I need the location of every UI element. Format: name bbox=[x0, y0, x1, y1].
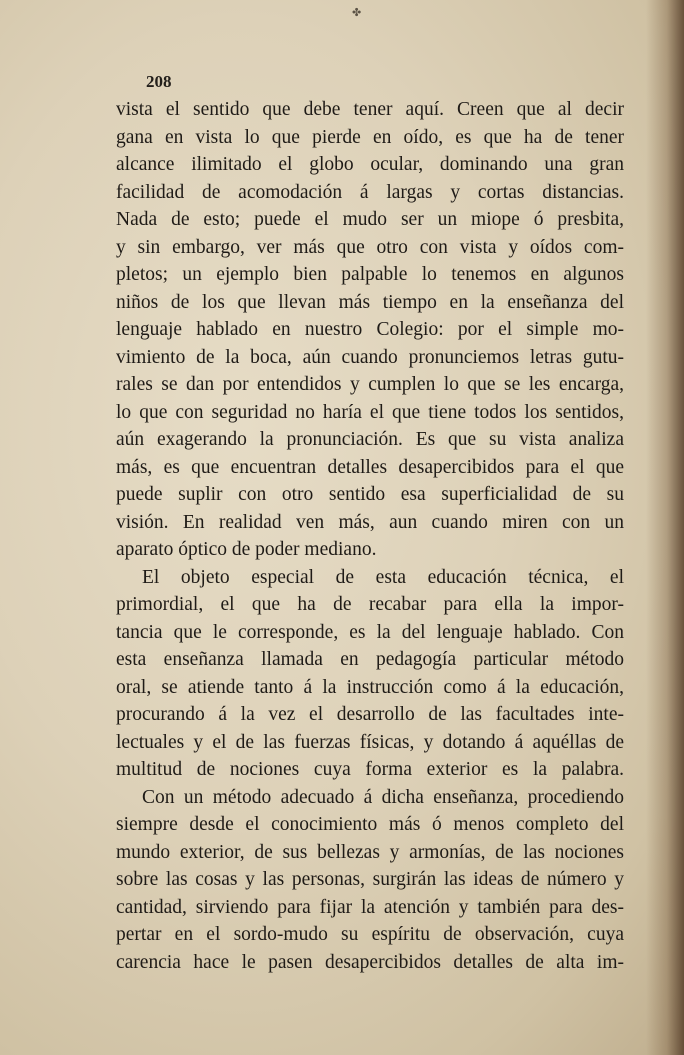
text-line: Nada de esto; puede el mudo ser un miope ó presbita, bbox=[116, 209, 624, 230]
text-line: aparato óptico de poder mediano. bbox=[116, 539, 377, 560]
text-line: aún exagerando la pronunciación. Es que su vista analiza bbox=[116, 429, 624, 450]
text-line: lectuales y el de las fuerzas físicas, y dotando á aquéllas de bbox=[116, 731, 624, 753]
text-line: multitud de nociones cuya forma exterior es la palabra. bbox=[116, 759, 624, 780]
text-line: carencia hace le pasen desapercibidos detalles de alta im- bbox=[116, 951, 624, 973]
page-edge-shadow bbox=[646, 0, 684, 1055]
text-line: lenguaje hablado en nuestro Colegio: por el simple mo- bbox=[116, 319, 624, 340]
text-line: pertar en el sordo-mudo su espíritu de observación, cuya bbox=[116, 924, 624, 945]
text-line: pletos; un ejemplo bien palpable lo tenemos en algunos bbox=[116, 264, 624, 285]
text-line: tancia que le corresponde, es la del lenguaje hablado. Con bbox=[116, 621, 624, 643]
text-line: visión. En realidad ven más, aun cuando miren con un bbox=[116, 511, 624, 533]
page-number: 208 bbox=[146, 72, 172, 91]
text-line: lo que con seguridad no haría el que tiene todos los sentidos, bbox=[116, 401, 624, 423]
text-line: esta enseñanza llamada en pedagogía particular método bbox=[116, 649, 624, 670]
text-line: procurando á la vez el desarrollo de las facultades inte- bbox=[116, 704, 624, 725]
text-line: puede suplir con otro sentido esa superficialidad de su bbox=[116, 484, 624, 505]
text-line: El objeto especial de esta educación técnica, el bbox=[142, 566, 624, 588]
text-line: siempre desde el conocimiento más ó menos completo del bbox=[116, 814, 624, 835]
text-line: facilidad de acomodación á largas y cortas distancias. bbox=[116, 181, 624, 203]
text-line: vista el sentido que debe tener aquí. Creen que al decir bbox=[116, 99, 624, 120]
text-line: oral, se atiende tanto á la instrucción como á la educación, bbox=[116, 676, 624, 698]
text-line: cantidad, sirviendo para fijar la atención y también para des- bbox=[116, 896, 624, 918]
text-line: gana en vista lo que pierde en oído, es que ha de tener bbox=[116, 126, 624, 148]
text-line: niños de los que llevan más tiempo en la enseñanza del bbox=[116, 291, 624, 313]
text-line: sobre las cosas y las personas, surgirán las ideas de número y bbox=[116, 869, 624, 890]
text-line: y sin embargo, ver más que otro con vista y oídos com- bbox=[116, 236, 624, 258]
top-ornament: ✤ bbox=[352, 6, 362, 19]
text-line: rales se dan por entendidos y cumplen lo que se les encarga, bbox=[116, 374, 624, 395]
text-line: alcance ilimitado el globo ocular, dominando una gran bbox=[116, 154, 624, 175]
text-line: mundo exterior, de sus bellezas y armonías, de las nociones bbox=[116, 841, 624, 863]
body-text bbox=[116, 96, 624, 976]
text-line: más, es que encuentran detalles desapercibidos para el que bbox=[116, 456, 624, 478]
text-line: primordial, el que ha de recabar para ella la impor- bbox=[116, 594, 624, 615]
text-line: Con un método adecuado á dicha enseñanza, procediendo bbox=[142, 786, 624, 808]
text-line: vimiento de la boca, aún cuando pronunciemos letras gutu- bbox=[116, 346, 624, 368]
